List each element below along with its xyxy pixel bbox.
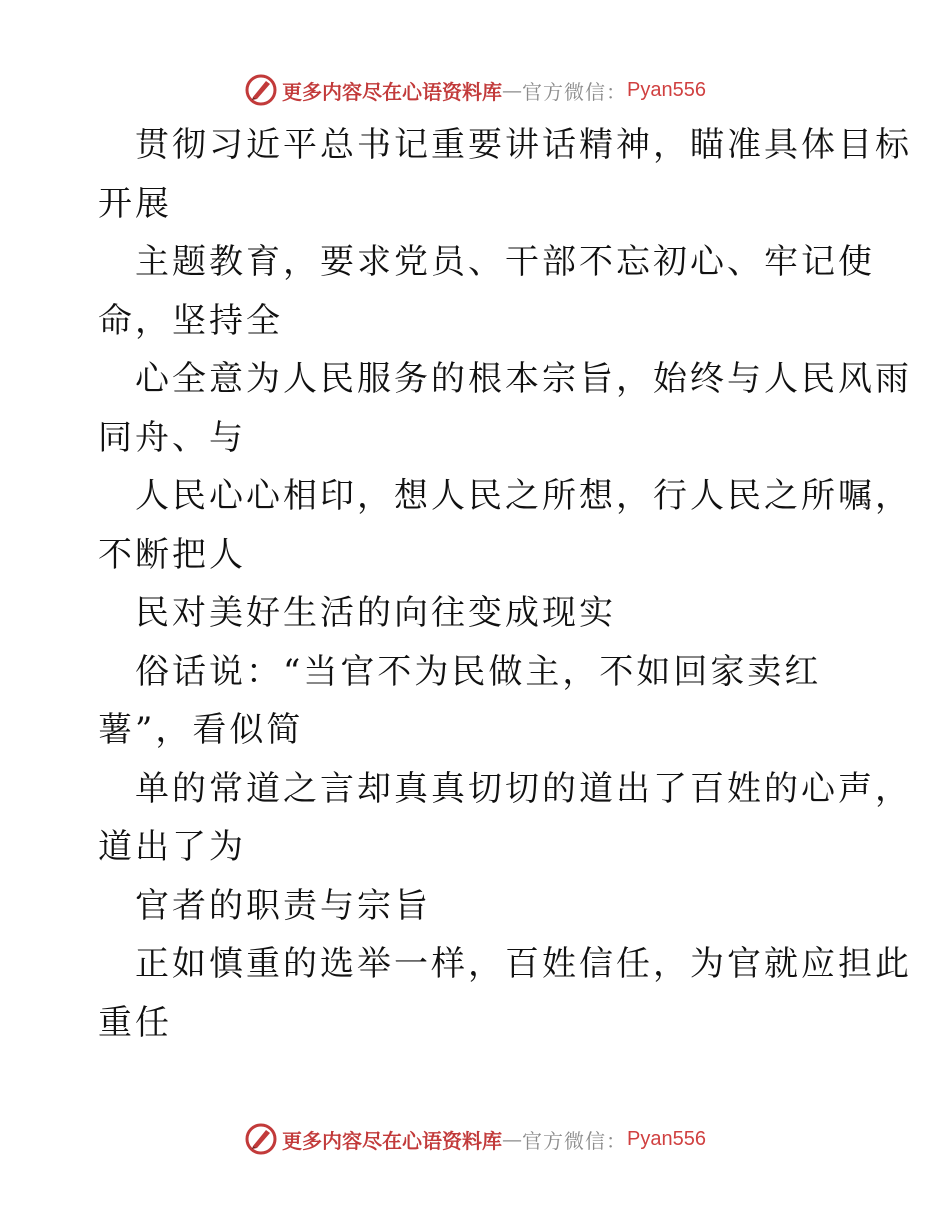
- paragraph: [98, 467, 912, 584]
- header-wechat-label: 官方微信：: [522, 79, 628, 104]
- paragraph-line: 官者的职责与宗旨: [135, 885, 431, 926]
- paragraph: [98, 877, 888, 936]
- paragraph-line: 人民心心相印，想人民之所想，行人民之所嘱，: [135, 476, 912, 516]
- paragraph: [98, 116, 912, 233]
- paragraph-line: 道出了为: [98, 827, 246, 867]
- paragraph: [98, 350, 912, 467]
- paragraph-line: 民对美好生活的向往变成现实: [135, 593, 616, 633]
- header-wechat-id: Pyan556: [627, 78, 706, 101]
- paragraph-line: 命，坚持全: [98, 300, 283, 341]
- footer-separator: —: [502, 1127, 523, 1151]
- paragraph-line: 不断把人: [98, 534, 246, 575]
- paragraph-line: 贯彻习近平总书记重要讲话精神，瞄准具体目标: [135, 125, 912, 165]
- paragraph: [98, 233, 888, 350]
- paragraph-line: 俗话说：“当官不为民做主，不如回家卖红: [135, 651, 822, 692]
- brand-logo-icon: [244, 73, 278, 107]
- paragraph: [98, 643, 888, 760]
- paragraph: [98, 584, 888, 643]
- paragraph-line: 主题教育，要求党员、干部不忘初心、牢记使: [135, 242, 875, 282]
- brand-logo-icon: [244, 1122, 278, 1156]
- footer-brand-text: 更多内容尽在心语资料库: [282, 1128, 503, 1153]
- header-brand-text: 更多内容尽在心语资料库: [282, 79, 503, 104]
- footer-wechat-label: 官方微信：: [522, 1128, 628, 1153]
- header-banner: [0, 70, 950, 110]
- paragraph-line: 心全意为人民服务的根本宗旨，始终与人民风雨: [135, 359, 912, 399]
- paragraph: [98, 760, 912, 877]
- paragraph-line: 开展: [98, 183, 172, 224]
- header-separator: —: [502, 78, 523, 102]
- paragraph: [98, 935, 912, 1052]
- footer-wechat-id: Pyan556: [627, 1127, 706, 1150]
- document-body: [98, 116, 912, 1052]
- paragraph-line: 薯”，看似简: [98, 710, 304, 750]
- paragraph-line: 单的常道之言却真真切切的道出了百姓的心声，: [135, 768, 912, 809]
- paragraph-line: 正如慎重的选举一样，百姓信任，为官就应担此: [135, 944, 912, 984]
- paragraph-line: 同舟、与: [98, 417, 246, 458]
- footer-banner: [0, 1119, 950, 1159]
- paragraph-line: 重任: [98, 1002, 172, 1043]
